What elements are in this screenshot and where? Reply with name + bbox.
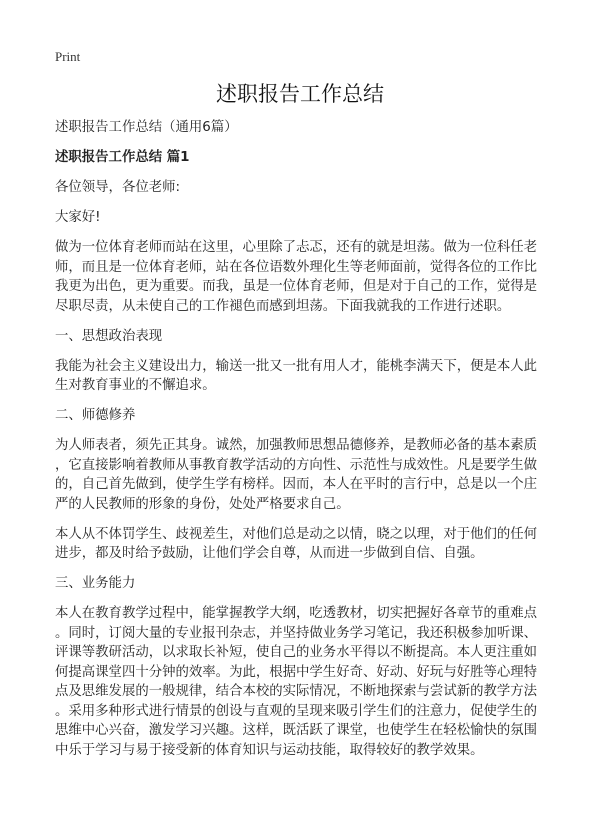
paragraph-line: 为人师表者，须先正其身。诚然，加强教师思想品德修养，是教师必备的基本素质 <box>55 438 538 453</box>
paragraphs <box>55 238 550 760</box>
page-title: 述职报告工作总结 <box>216 82 384 106</box>
paragraph <box>55 604 550 760</box>
hello-text: 大家好! <box>55 210 101 225</box>
section-heading-text: 述职报告工作总结 篇1 <box>55 150 190 165</box>
paragraph-line: 做为一位体育老师而站在这里，心里除了忐忑，还有的就是坦荡。做为一位科任老 <box>55 240 538 255</box>
document-body <box>55 118 550 771</box>
paragraph-line: 中乐于学习与易于接受新的体育知识与运动技能，取得较好的教学效果。 <box>55 742 484 758</box>
section-subheading <box>55 574 550 594</box>
paragraph <box>55 525 550 564</box>
section-heading <box>55 148 550 168</box>
paragraph-line: 点及思维发展的一般规律，结合本校的实际情况，不断地探索与尝试新的教学方法 <box>55 684 538 699</box>
subtitle-text: 述职报告工作总结（通用6篇） <box>55 120 238 135</box>
paragraph-line: 师，而且是一位体育老师，站在各位语数外理化生等老师面前，觉得各位的工作比 <box>55 259 538 275</box>
paragraph-line: 本人在教育教学过程中，能掌握教学大纲，吃透教材，切实把握好各章节的重难点 <box>55 606 538 621</box>
paragraph-line: 。采用多种形式进行情景的创设与直观的呈现来吸引学生们的注意力，促使学生的 <box>55 703 538 719</box>
paragraph-line: ，它直接影响着教师从事教育教学活动的方向性、示范性与成效性。凡是要学生做 <box>55 457 538 473</box>
paragraph-line: 生对教育事业的不懈追求。 <box>55 378 216 393</box>
paragraph-line: 何提高课堂四十分钟的效率。为此，根据中学生好奇、好动、好玩与好胜等心理特 <box>55 664 538 680</box>
greeting-text: 各位领导，各位老师: <box>55 180 181 195</box>
paragraph-line: 思维中心兴奋，激发学习兴趣。这样，既活跃了课堂，也使学生在轻松愉快的氛围 <box>55 723 538 738</box>
paragraph-line: 我更为出色，更为重要。而我，虽是一位体育老师，但是对于自己的工作，觉得是 <box>55 279 538 294</box>
paragraph <box>55 238 550 316</box>
paragraph-line: 本人从不体罚学生、歧视差生，对他们总是动之以情，晓之以理，对于他们的任何 <box>55 526 538 542</box>
greeting <box>55 178 550 198</box>
paragraph-line: 的，自己首先做到，使学生学有榜样。因而，本人在平时的言行中，总是以一个庄 <box>55 477 538 492</box>
paragraph <box>55 357 550 396</box>
hello <box>55 208 550 228</box>
paragraph-line: 严的人民教师的形象的身份，处处严格要求自己。 <box>55 496 350 512</box>
paragraph-line: 评课等教研活动，以求取长补短，使自己的业务水平得以不断提高。本人更注重如 <box>55 645 538 660</box>
paragraph-line: 我能为社会主义建设出力，输送一批又一批有用人才，能桃李满天下，便是本人此 <box>55 358 538 374</box>
subtitle <box>55 118 550 138</box>
section-subheading <box>55 327 550 347</box>
paragraph-line: 一、思想政治表现 <box>55 328 163 344</box>
section-subheading <box>55 406 550 426</box>
paragraph-line: 进步，都及时给予鼓励，让他们学会自尊，从而进一步做到自信、自强。 <box>55 546 484 561</box>
paragraph-line: 二、师德修养 <box>55 408 136 423</box>
paragraph-line: 。同时，订阅大量的专业报刊杂志，并坚持做业务学习笔记，我还积极参加听课、 <box>55 625 538 641</box>
paragraph <box>55 436 550 514</box>
print-link[interactable]: Print <box>55 49 81 64</box>
paragraph-line: 三、业务能力 <box>55 576 136 591</box>
paragraph-line: 尽职尽责，从未使自己的工作褪色而感到坦荡。下面我就我的工作进行述职。 <box>55 298 511 314</box>
